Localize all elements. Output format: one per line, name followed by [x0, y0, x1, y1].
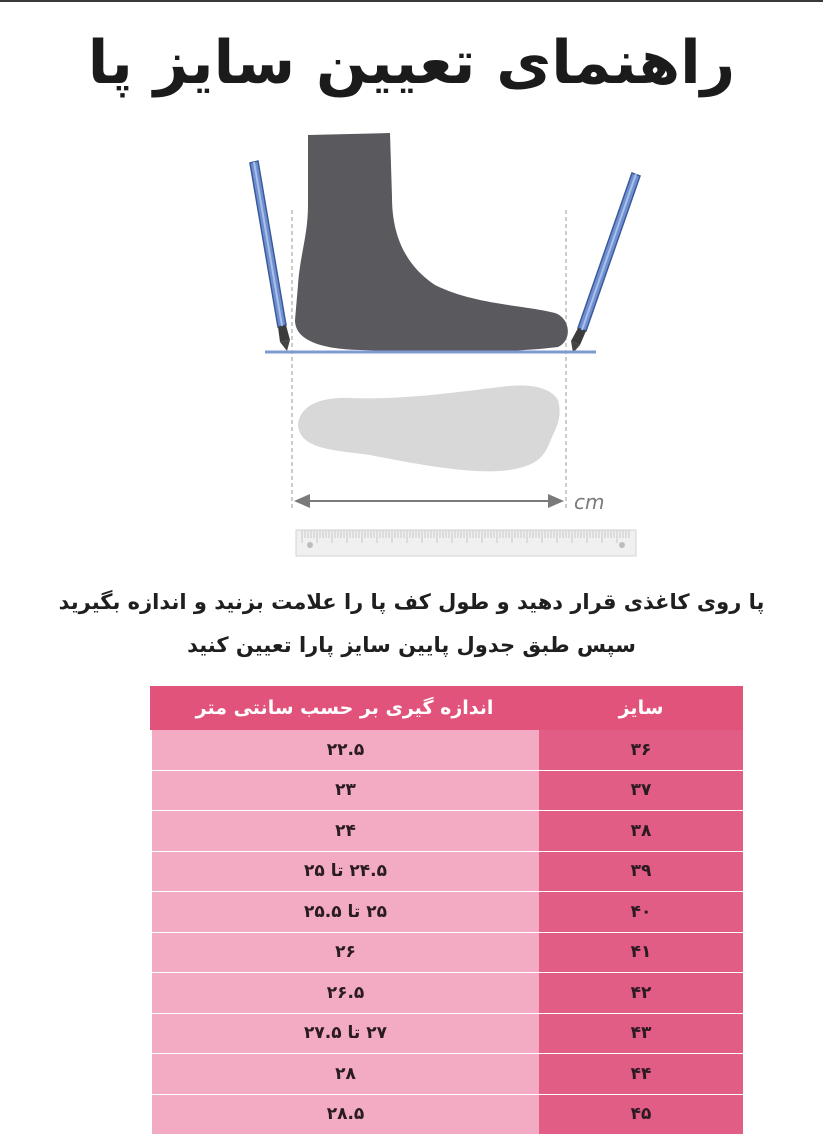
- table-row: [150, 730, 743, 771]
- instruction-line-1: پا روی کاغذی قرار دهید و طول کف پا را علامت بزنید و اندازه بگیرید: [58, 590, 765, 614]
- foot-measure-illustration: [240, 125, 660, 565]
- measurement-cell: ۲۵ تا ۲۵.۵: [150, 892, 539, 933]
- page-title: راهنمای تعیین سایز پا: [87, 28, 736, 98]
- table-row: [150, 771, 743, 812]
- measurement-cell: ۲۶.۵: [150, 973, 539, 1014]
- size-cell: ۴۵: [539, 1095, 743, 1136]
- size-cell: ۳۶: [539, 730, 743, 771]
- table-row: [150, 852, 743, 893]
- foot-silhouette: [295, 133, 568, 352]
- pencil-right-icon: [571, 173, 640, 353]
- footprint-shape: [298, 386, 560, 472]
- table-row: [150, 1014, 743, 1055]
- size-cell: ۴۲: [539, 973, 743, 1014]
- header-size: سایز: [618, 697, 664, 719]
- table-body: [150, 730, 743, 1135]
- measurement-cell: ۲۶: [150, 933, 539, 974]
- size-cell: ۴۳: [539, 1014, 743, 1055]
- header-measurement: اندازه گیری بر حسب سانتی متر: [195, 697, 494, 719]
- size-cell: ۴۱: [539, 933, 743, 974]
- size-table: [150, 686, 743, 1140]
- instruction-line-2: سپس طبق جدول پایین سایز پارا تعیین کنید: [187, 633, 636, 657]
- table-row: [150, 933, 743, 974]
- unit-label: cm: [574, 490, 605, 514]
- pencil-left-icon: [250, 161, 290, 351]
- measurement-cell: ۲۴.۵ تا ۲۵: [150, 852, 539, 893]
- measurement-cell: ۲۲.۵: [150, 730, 539, 771]
- size-cell: ۳۹: [539, 852, 743, 893]
- table-row: [150, 973, 743, 1014]
- measurement-cell: ۲۸: [150, 1054, 539, 1095]
- measurement-cell: ۲۷ تا ۲۷.۵: [150, 1014, 539, 1055]
- table-row: [150, 1095, 743, 1136]
- size-cell: ۴۴: [539, 1054, 743, 1095]
- size-cell: ۳۸: [539, 811, 743, 852]
- measurement-cell: ۲۴: [150, 811, 539, 852]
- table-row: [150, 892, 743, 933]
- ruler-icon: [296, 530, 636, 556]
- measurement-cell: ۲۸.۵: [150, 1095, 539, 1136]
- measurement-cell: ۲۳: [150, 771, 539, 812]
- top-divider: [0, 0, 823, 2]
- size-cell: ۳۷: [539, 771, 743, 812]
- table-header: [150, 686, 743, 730]
- size-cell: ۴۰: [539, 892, 743, 933]
- table-row: [150, 811, 743, 852]
- table-row: [150, 1054, 743, 1095]
